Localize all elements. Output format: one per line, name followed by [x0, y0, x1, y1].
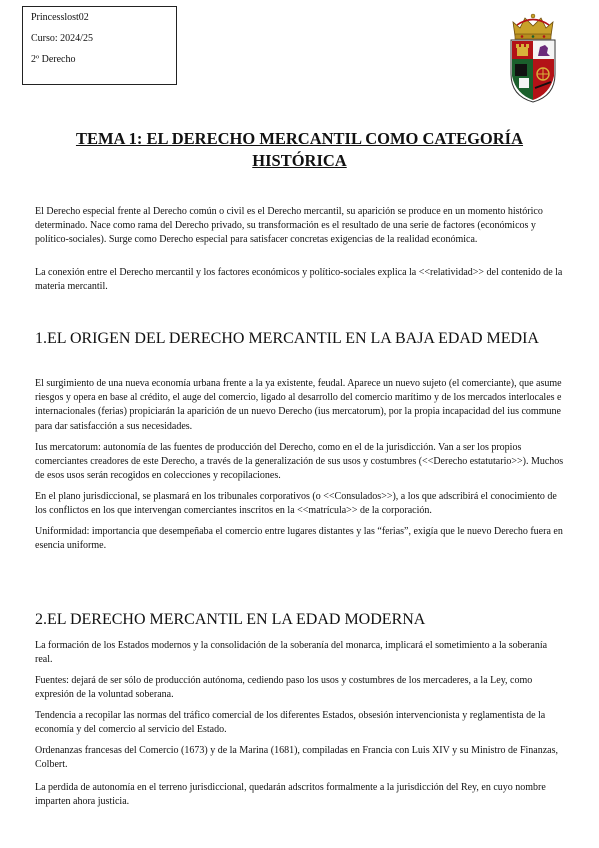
section-1-paragraph-2: Ius mercatorum: autonomía de las fuentes de producción del Derecho, como en el de la jurisdicción. Van a ser los propios comerciantes creadores de este Derecho, a través de la generalización de sus usos y costumbres (<<Derecho estatutario>>). Muchos de esos usos serán recogidos en colecciones y recopilaciones.: [35, 442, 564, 482]
section-1-paragraph-3: En el plano jurisdiccional, se plasmará en los tribunales corporativos (o <<Consulados>>), a los que adscribirá el conocimiento de los conflictos en los que intervengan comerciantes inscritos en la <<matrícula>> de la corporación.: [35, 491, 557, 517]
header-degree: 2º Derecho: [31, 54, 76, 65]
page-title: TEMA 1: EL DERECHO MERCANTIL COMO CATEGORÍA HISTÓRICA: [75, 129, 524, 170]
section-1-paragraph-1: El surgimiento de una nueva economía urbana frente a la ya existente, feudal. Aparece un nuevo sujeto (el comerciante), que asume riesgos y opera en base al crédito, el auge del comercio, ligado al desarrollo del comercio marítimo y de los mercados interlocales e internacionales (ferias) propiciarán la aparición de un nuevo Derecho (ius mercatorum), por la propia incapacidad del ius commune para dar satisfacción a sus necesidades.: [35, 378, 562, 432]
section-2-paragraph-3: Tendencia a recopilar las normas del tráfico comercial de los diferentes Estados, obsesión intervencionista y reglamentista de la economía y del comercio al servicio del Estado.: [35, 710, 546, 736]
section-1-heading: 1.EL ORIGEN DEL DERECHO MERCANTIL EN LA BAJA EDAD MEDIA: [35, 330, 539, 347]
shield-icon: [511, 40, 555, 102]
section-2-paragraph-2: Fuentes: dejará de ser sólo de producción autónoma, cediendo paso los usos y costumbres de los mercaderes, a la Ley, como expresión de la voluntad soberana.: [35, 675, 533, 701]
header-user: Princesslost02: [31, 12, 89, 23]
header-course: Curso: 2024/25: [31, 33, 93, 44]
section-2-paragraph-1: La formación de los Estados modernos y la consolidación de la soberanía del monarca, implicará el sometimiento a la soberanía real.: [35, 640, 548, 666]
header-info-box: [22, 6, 177, 85]
coat-of-arms-logo: [507, 12, 559, 104]
intro-paragraph-1: El Derecho especial frente al Derecho común o civil es el Derecho mercantil, su aparición se produce en un momento histórico determinado. Nace como rama del Derecho privado, su transformación es el resultado de una serie de factores (económicos y político-sociales). Surge como Derecho especial para satisfacer concretas exigencias de la realidad económica.: [35, 206, 543, 246]
section-2-heading: 2.EL DERECHO MERCANTIL EN LA EDAD MODERNA: [35, 611, 426, 628]
section-1-paragraph-4: Uniformidad: importancia que desempeñaba el comercio entre lugares distantes y las “ferias”, exigía que le nuevo Derecho fuera en esencia uniforme.: [35, 526, 563, 552]
section-2-paragraph-5: La perdida de autonomía en el terreno jurisdiccional, quedarán adscritos formalmente a la jurisdicción del Rey, en cuyo nombre imparten ahora justicia.: [35, 782, 546, 808]
intro-paragraph-2: La conexión entre el Derecho mercantil y los factores económicos y político-sociales explica la <<relatividad>> del contenido de la materia mercantil.: [35, 267, 563, 293]
section-2-paragraph-4: Ordenanzas francesas del Comercio (1673) y de la Marina (1681), compiladas en Francia con Luis XIV y su Ministro de Finanzas, Colbert.: [35, 745, 558, 771]
crown-icon: [513, 14, 553, 39]
